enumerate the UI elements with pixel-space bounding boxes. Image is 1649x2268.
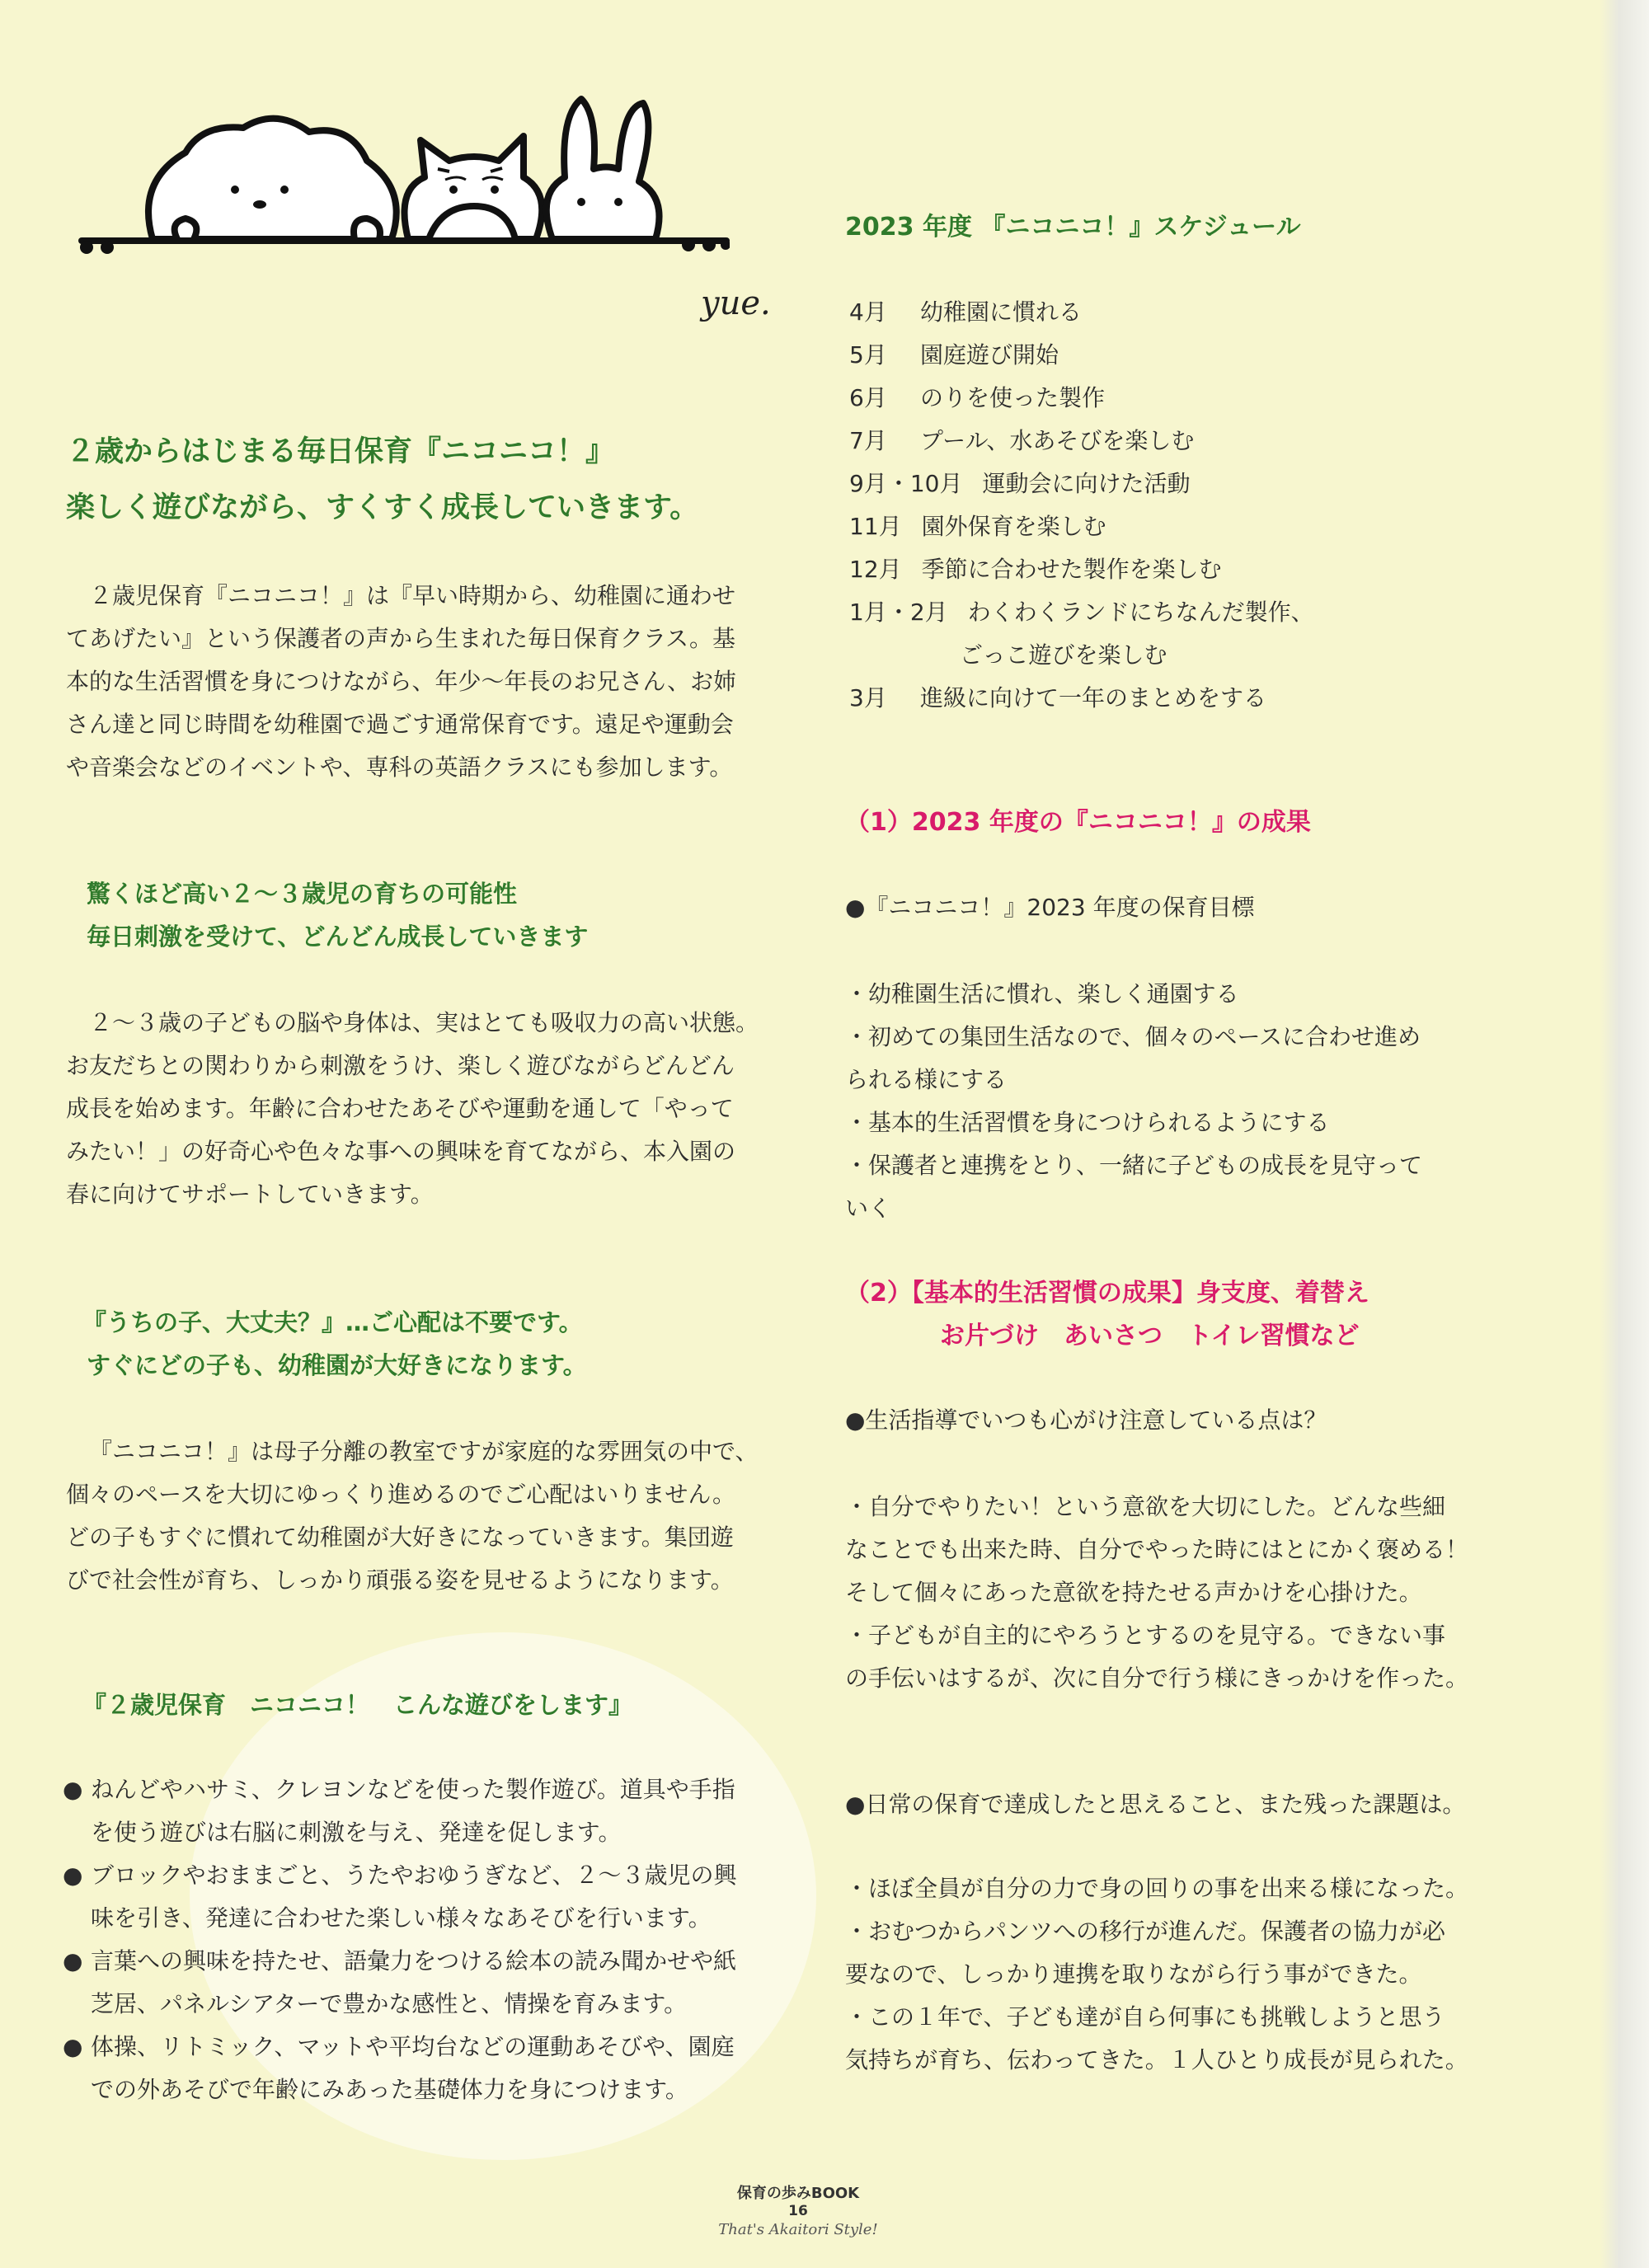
schedule-activity: 園庭遊び開始 xyxy=(920,341,1059,369)
activity-line: での外あそびで年齢にみあった基礎体力を身につけます。 xyxy=(91,2076,688,2103)
goal-line: ・保護者と連携をとり、一緒に子どもの成長を見守って xyxy=(845,1152,1423,1179)
bullet-icon: ● xyxy=(63,2033,83,2060)
schedule-month: 6月 xyxy=(849,384,887,411)
footer-tagline: That's Akaitori Style! xyxy=(718,2221,878,2238)
signature: yue. xyxy=(701,284,771,322)
activity-line: 体操、リトミック、マットや平均台などの運動あそびや、園庭 xyxy=(91,2033,735,2060)
schedule-month: 4月 xyxy=(849,298,887,326)
section2-line: 成長を始めます。年齢に合わせたあそびや運動を通して「やって xyxy=(66,1095,734,1122)
main-title-line-2: 楽しく遊びながら、すくすく成長していきます。 xyxy=(66,491,699,524)
schedule-row xyxy=(849,548,1314,591)
intro-line: 本的な生活習慣を身につけながら、年少〜年長のお兄さん、お姉 xyxy=(66,668,737,695)
schedule-month: 12月 xyxy=(849,556,902,583)
bullet-icon: ● xyxy=(63,1776,83,1803)
q1-line: ・子どもが自主的にやろうとするのを見守る。できない事 xyxy=(845,1622,1446,1649)
schedule-month: 5月 xyxy=(849,341,887,369)
page-number: 16 xyxy=(788,2203,808,2219)
goal-line: ・基本的生活習慣を身につけられるようにする xyxy=(845,1109,1330,1136)
schedule-row xyxy=(849,505,1314,548)
q1-line: そして個々にあった意欲を持たせる声かけを心掛けた。 xyxy=(845,1579,1422,1606)
activity-line: を使う遊びは右脳に刺激を与え、発達を促します。 xyxy=(91,1819,622,1846)
intro-paragraph xyxy=(66,575,736,789)
schedule-row xyxy=(849,634,1314,677)
schedule-activity: 園外保育を楽しむ xyxy=(921,513,1106,540)
intro-line: や音楽会などのイベントや、専科の英語クラスにも参加します。 xyxy=(66,754,733,781)
q1-body xyxy=(845,1486,1468,1700)
activity-item xyxy=(63,2026,736,2111)
section3-line: 個々のペースを大切にゆっくり進めるのでご心配はいりません。 xyxy=(66,1481,736,1508)
bullet-icon: ● xyxy=(63,1862,83,1889)
intro-line: さん達と同じ時間を幼稚園で過ごす通常保育です。遠足や運動会 xyxy=(66,711,734,738)
schedule-activity: プール、水あそびを楽しむ xyxy=(920,427,1195,454)
schedule-month: 7月 xyxy=(849,427,887,454)
bullet-icon: ● xyxy=(63,1947,83,1975)
section2-title-line-1: 驚くほど高い２〜３歳児の育ちの可能性 xyxy=(87,880,518,908)
q2-line: 要なので、しっかり連携を取りながら行う事ができた。 xyxy=(845,1960,1422,1988)
schedule-activity: ごっこ遊びを楽しむ xyxy=(960,641,1167,669)
result1-title: （1）2023 年度の『ニコニコ！』の成果 xyxy=(845,808,1311,837)
schedule-activity: 幼稚園に慣れる xyxy=(920,298,1083,326)
q1-line: なことでも出来た時、自分でやった時にはとにかく褒める！ xyxy=(845,1536,1469,1563)
schedule-row xyxy=(849,463,1314,505)
schedule-activity: 進級に向けて一年のまとめをする xyxy=(920,684,1267,711)
schedule-row xyxy=(849,334,1314,377)
schedule-month: 11月 xyxy=(849,513,902,540)
q1-heading: ●生活指導でいつも心がけ注意している点は？ xyxy=(845,1406,1327,1434)
section3-line: どの子もすぐに慣れて幼稚園が大好きになっていきます。集団遊 xyxy=(66,1524,734,1551)
goal-line: いく xyxy=(845,1195,892,1222)
section3-line: びで社会性が育ち、しっかり頑張る姿を見せるようになります。 xyxy=(66,1566,734,1594)
q2-line: 気持ちが育ち、伝わってきた。１人ひとり成長が見られた。 xyxy=(845,2046,1468,2073)
result1-goals xyxy=(845,973,1422,1230)
activity-item xyxy=(63,1854,736,1940)
q2-line: ・ほぼ全員が自分の力で身の回りの事を出来る様になった。 xyxy=(845,1875,1469,1902)
q2-body xyxy=(845,1867,1468,2082)
intro-line: ２歳児保育『ニコニコ！』は『早い時期から、幼稚園に通わせ xyxy=(89,582,736,609)
q1-line: の手伝いはするが、次に自分で行う様にきっかけを作った。 xyxy=(845,1665,1469,1692)
animals-illustration xyxy=(78,82,730,272)
schedule-title: 2023 年度 『ニコニコ！』スケジュール xyxy=(845,213,1301,242)
section3-title-line-2: すぐにどの子も、幼稚園が大好きになります。 xyxy=(87,1351,587,1379)
schedule-activity: わくわくランドにちなんだ製作、 xyxy=(967,599,1314,626)
intro-line: てあげたい』という保護者の声から生まれた毎日保育クラス。基 xyxy=(66,625,736,652)
schedule-activity: 運動会に向けた活動 xyxy=(982,470,1191,497)
result2-title-line-1: （2）【基本的生活習慣の成果】身支度、着替え xyxy=(845,1279,1369,1308)
schedule-month: 1月・2月 xyxy=(849,599,948,626)
result2-title-line-2: お片づけ あいさつ トイレ習慣など xyxy=(940,1322,1360,1350)
section4-title: 『２歳児保育 ニコニコ！ こんな遊びをします』 xyxy=(82,1691,633,1719)
section2-title-line-2: 毎日刺激を受けて、どんどん成長していきます xyxy=(87,923,589,951)
activity-line: ねんどやハサミ、クレヨンなどを使った製作遊び。道具や手指 xyxy=(91,1776,735,1803)
section2-paragraph xyxy=(66,1002,759,1216)
schedule-month xyxy=(849,634,940,677)
q2-heading: ●日常の保育で達成したと思えること、また残った課題は。 xyxy=(845,1791,1466,1818)
goal-line: ・初めての集団生活なので、個々のペースに合わせ進め xyxy=(845,1023,1421,1050)
activity-line: 味を引き、発達に合わせた楽しい様々なあそびを行います。 xyxy=(91,1904,712,1932)
section3-title-line-1: 『うちの子、大丈夫？』…ご心配は不要です。 xyxy=(82,1308,583,1336)
schedule-month: 9月・10月 xyxy=(849,470,963,497)
section2-line: 春に向けてサポートしていきます。 xyxy=(66,1181,434,1208)
section2-line: ２〜３歳の子どもの脳や身体は、実はとても吸収力の高い状態。 xyxy=(89,1009,759,1036)
page-footer xyxy=(716,2185,881,2241)
page-edge xyxy=(1600,0,1649,2268)
schedule-row xyxy=(849,591,1314,634)
schedule-row xyxy=(849,677,1314,720)
q1-line: ・自分でやりたい！という意欲を大切にした。どんな些細 xyxy=(845,1493,1446,1520)
q2-line: ・おむつからパンツへの移行が進んだ。保護者の協力が必 xyxy=(845,1918,1446,1945)
section2-line: お友だちとの関わりから刺激をうけ、楽しく遊びながらどんどん xyxy=(66,1052,735,1079)
activity-line: ブロックやおままごと、うたやおゆうぎなど、２〜３歳児の興 xyxy=(91,1862,737,1889)
footer-book-title: 保育の歩みBOOK xyxy=(736,2185,860,2202)
schedule-month: 3月 xyxy=(849,684,887,711)
result1-goal-heading: ●『ニコニコ！』2023 年度の保育目標 xyxy=(845,894,1255,921)
activity-item xyxy=(63,1940,736,2026)
activity-line: 言葉への興味を持たせ、語彙力をつける絵本の読み聞かせや紙 xyxy=(91,1947,737,1975)
schedule-row xyxy=(849,420,1314,463)
activity-item xyxy=(63,1768,736,1854)
schedule-activity: 季節に合わせた製作を楽しむ xyxy=(921,556,1222,583)
section3-line: 『ニコニコ！』は母子分離の教室ですが家庭的な雰囲気の中で、 xyxy=(89,1438,759,1465)
schedule-activity: のりを使った製作 xyxy=(920,384,1106,411)
activity-line: 芝居、パネルシアターで豊かな感性と、情操を育みます。 xyxy=(91,1990,688,2017)
schedule-row xyxy=(849,377,1314,420)
activities-list xyxy=(63,1768,736,2111)
schedule-row xyxy=(849,291,1314,334)
q2-line: ・この１年で、子ども達が自ら何事にも挑戦しようと思う xyxy=(845,2003,1445,2031)
schedule-list xyxy=(849,291,1314,720)
main-title-line-1: ２歳からはじまる毎日保育『ニコニコ！』 xyxy=(66,435,615,468)
section2-line: みたい！」の好奇心や色々な事への興味を育てながら、本入園の xyxy=(66,1138,736,1165)
goal-line: ・幼稚園生活に慣れ、楽しく通園する xyxy=(845,980,1239,1007)
section3-paragraph xyxy=(66,1430,758,1602)
goal-line: られる様にする xyxy=(845,1066,1008,1093)
